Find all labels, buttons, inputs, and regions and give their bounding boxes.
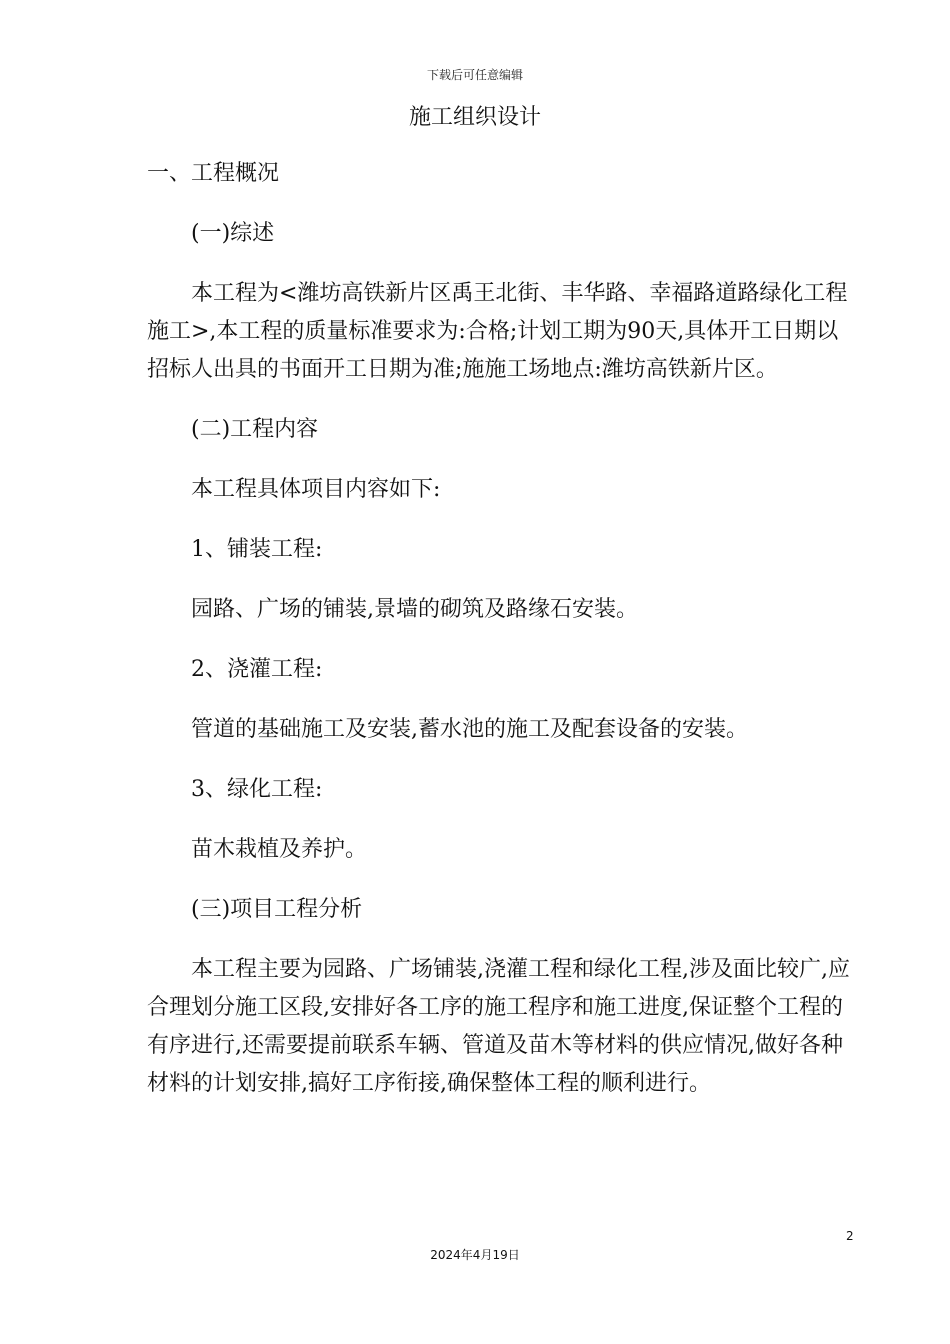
subsection-heading: (二)工程内容	[191, 417, 319, 442]
section-heading: 一、工程概况	[147, 161, 280, 186]
document-body	[147, 155, 857, 1125]
list-item-title: 3、绿化工程:	[191, 777, 323, 802]
paragraph: 本工程为<潍坊高铁新片区禹王北街、丰华路、幸福路道路绿化工程施工>,本工程的质量标准要求为:合格;计划工期为90天,具体开工日期以招标人出具的书面开工日期为准;施施工场地点:潍坊高铁新片区。	[147, 281, 848, 382]
list-item-text: 管道的基础施工及安装,蓄水池的施工及配套设备的安装。	[191, 717, 748, 742]
list-item-text: 园路、广场的铺装,景墙的砌筑及路缘石安装。	[191, 597, 638, 622]
list-item-text: 苗木栽植及养护。	[191, 837, 368, 862]
list-item-title: 2、浇灌工程:	[191, 657, 323, 682]
page-footer-date: 2024年4月19日	[430, 1248, 520, 1262]
subsection-heading: (一)综述	[191, 221, 275, 246]
document-title: 施工组织设计	[408, 105, 541, 130]
subsection-heading: (三)项目工程分析	[191, 897, 363, 922]
page-header: 下载后可任意编辑	[426, 68, 523, 82]
paragraph: 本工程主要为园路、广场铺装,浇灌工程和绿化工程,涉及面比较广,应合理划分施工区段,安排好各工序的施工程序和施工进度,保证整个工程的有序进行,还需要提前联系车辆、管道及苗木等材料的供应情况,做好各种材料的计划安排,搞好工序衔接,确保整体工程的顺利进行。	[147, 957, 850, 1096]
page-number: 2	[846, 1229, 854, 1243]
list-item-title: 1、铺装工程:	[191, 537, 323, 562]
paragraph: 本工程具体项目内容如下:	[191, 477, 441, 502]
